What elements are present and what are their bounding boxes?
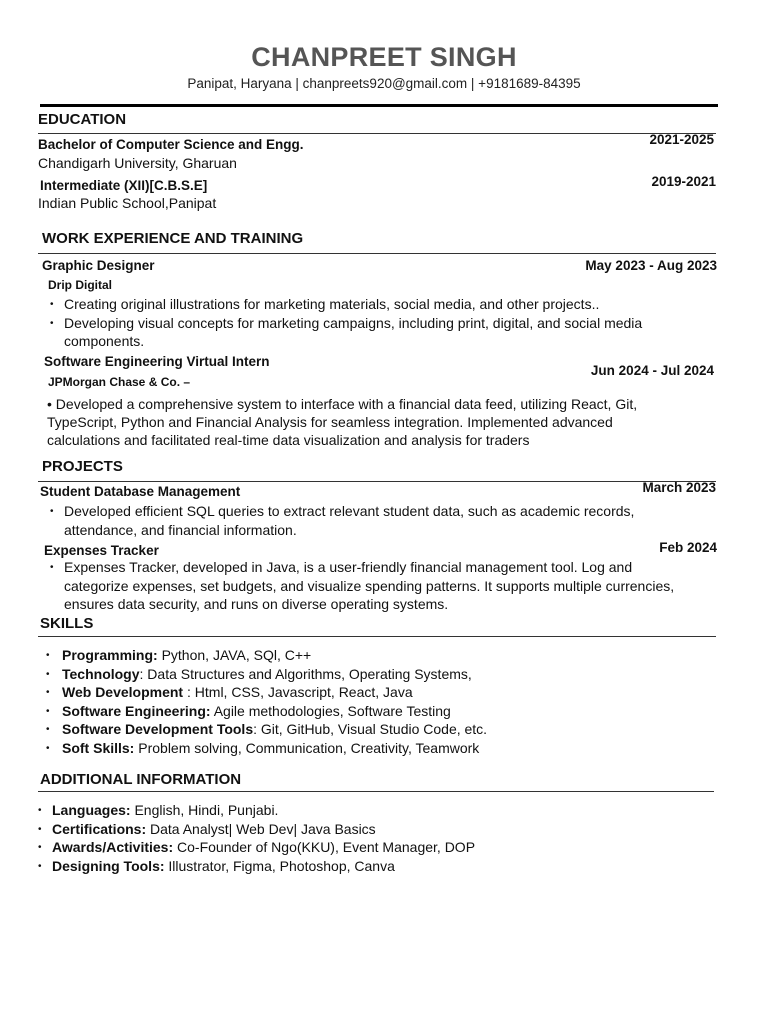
section-heading-work: WORK EXPERIENCE AND TRAINING [42,230,304,247]
additional-item [35,820,675,839]
skill-item [40,646,680,665]
education-school: Indian Public School,Panipat [38,195,217,211]
skill-value: Agile methodologies, Software Testing [210,702,451,719]
project-dates: Feb 2024 [659,540,717,555]
education-dates: 2019-2021 [651,174,716,189]
additional-item [35,801,675,820]
additional-item [35,857,675,876]
project-bullets [47,558,697,614]
list-item: • Expenses Tracker, developed in Java, is a user-friendly financial management tool. Log and categorize expenses, set budgets, and visualize spending patterns. It supports multiple currencies, ensures data security, and runs on diverse operating systems. [47,558,697,614]
skill-value: : Git, GitHub, Visual Studio Code, etc. [253,721,488,737]
skill-label: Programming: [62,647,158,663]
candidate-name: CHANPREET SINGH [251,42,517,72]
project-title: Expenses Tracker [44,543,159,558]
skill-label: Technology [62,665,140,682]
section-divider [38,481,716,482]
contact-line: Panipat, Haryana | chanpreets920@gmail.com | +9181689-84395 [187,76,581,91]
project-bullets [47,502,657,539]
job-dates: Jun 2024 - Jul 2024 [590,363,714,378]
list-item: • Developed efficient SQL queries to extract relevant student data, such as academic records, attendance, and financial information. [47,502,657,539]
additional-label: Certifications: [52,820,147,837]
skill-value: : Html, CSS, Javascript, React, Java [183,684,413,700]
skill-value: Python, JAVA, SQl, C++ [157,647,312,663]
skill-label: Web Development [62,684,184,700]
section-heading-skills: SKILLS [40,615,94,632]
additional-value: Data Analyst| Web Dev| Java Basics [146,820,376,837]
skill-item [40,665,680,684]
education-dates: 2021-2025 [649,132,714,147]
additional-item [35,838,675,857]
additional-value: Co-Founder of Ngo(KKU), Event Manager, DOP [173,839,476,855]
list-item: • Creating original illustrations for marketing materials, social media, and other projects.. [47,295,667,314]
header-divider [40,104,718,107]
skill-item [40,683,680,702]
section-divider [38,253,716,254]
project-dates: March 2023 [642,480,716,495]
additional-label: Awards/Activities: [52,839,174,855]
skill-label: Software Development Tools [62,721,254,737]
project-title: Student Database Management [40,484,241,499]
education-degree: Intermediate (XII)[C.B.S.E] [40,178,208,193]
section-divider [38,791,714,792]
list-item: • Developing visual concepts for marketing campaigns, including print, digital, and social media components. [47,314,667,351]
additional-value: Illustrator, Figma, Photoshop, Canva [164,857,395,874]
section-heading-education: EDUCATION [38,111,127,128]
education-degree: Bachelor of Computer Science and Engg. [38,137,304,152]
job-description: • Developed a comprehensive system to interface with a financial data feed, utilizing React, Git, TypeScript, Python and Financial Analysis for seamless integration. Implemented advanced calculations and facilitated real-time data visualization and analysis for traders [47,396,638,448]
skill-item [40,720,680,739]
additional-list [35,801,675,875]
section-heading-additional: ADDITIONAL INFORMATION [40,771,242,788]
skill-value: : Data Structures and Algorithms, Operating Systems, [139,665,472,682]
job-title: Software Engineering Virtual Intern [44,354,270,369]
job-title: Graphic Designer [42,258,155,273]
education-school: Chandigarh University, Gharuan [38,155,237,171]
job-company: Drip Digital [48,278,113,292]
skill-value: Problem solving, Communication, Creativity, Teamwork [134,739,480,756]
skill-item [40,702,680,721]
skill-item [40,739,680,758]
skills-list [40,646,680,757]
skill-label: Soft Skills: [62,739,135,756]
additional-label: Languages: [52,802,131,818]
section-heading-projects: PROJECTS [42,458,123,475]
job-bullets [47,295,667,351]
additional-value: English, Hindi, Punjabi. [130,802,279,818]
job-dates: May 2023 - Aug 2023 [585,258,717,273]
skill-label: Software Engineering: [62,702,211,719]
section-divider [38,133,716,134]
job-company: JPMorgan Chase & Co. – [48,375,191,389]
additional-label: Designing Tools: [52,857,165,874]
section-divider [38,636,716,637]
